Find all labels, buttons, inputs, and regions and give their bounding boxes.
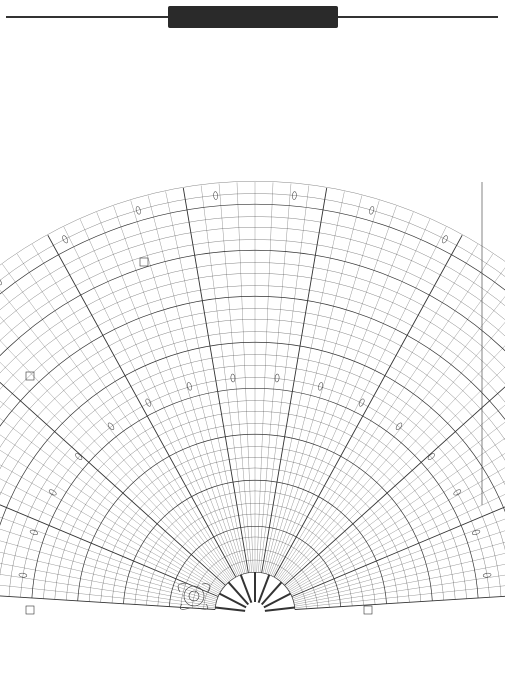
- blossom-petal: [358, 398, 365, 407]
- fan-radial: [0, 367, 222, 590]
- insert-symbol: [26, 372, 34, 380]
- fan-radial: [0, 429, 219, 595]
- blossom-petal: [441, 235, 448, 244]
- blossom-petal: [135, 206, 141, 215]
- fan-arc: [0, 342, 505, 595]
- fan-arc: [0, 217, 505, 588]
- fan-radial: [0, 479, 217, 599]
- blossom-petal: [369, 206, 375, 215]
- fan-radial: [0, 397, 220, 592]
- blossom-petal: [145, 398, 152, 407]
- fan-slat: [264, 594, 291, 608]
- fan-radial: [273, 227, 446, 576]
- fan-arc: [0, 273, 505, 591]
- fan-arc: [0, 194, 505, 586]
- fan-arc: [0, 296, 505, 592]
- dc4-symbol: [364, 606, 372, 614]
- fan-radial: [265, 196, 362, 574]
- fan-radial: [270, 212, 414, 575]
- fan-slat: [265, 608, 295, 611]
- blossom-petal: [62, 235, 69, 244]
- fan-radial: [257, 182, 273, 572]
- fan-radial: [0, 413, 220, 594]
- fan-radial: [32, 244, 234, 578]
- fan-radial: [237, 182, 253, 572]
- fan-radial: [294, 531, 505, 604]
- fan-radial: [148, 196, 245, 574]
- fan-arc: [0, 204, 505, 586]
- fan-radial: [291, 429, 505, 595]
- blossom-petal: [318, 382, 324, 391]
- fan-radial: [80, 219, 239, 575]
- fan-radial: [0, 567, 215, 608]
- blossom-petal: [453, 489, 462, 497]
- fan-radial: [0, 338, 224, 587]
- fan-slat: [215, 608, 245, 611]
- blossom-petal: [231, 374, 236, 382]
- legend-bcl: [152, 202, 244, 210]
- blossom-petal: [107, 422, 115, 431]
- blossom-petal: [48, 489, 57, 497]
- fan-radial: [280, 275, 505, 581]
- blossom-petal: [472, 529, 481, 535]
- fan-radial: [0, 382, 221, 591]
- fan-radial: [64, 227, 237, 576]
- fan-radial: [271, 219, 430, 575]
- fan-radial: [282, 299, 505, 583]
- blossom-petal: [395, 422, 403, 431]
- fan-radial: [262, 188, 327, 573]
- fan-radial: [0, 324, 225, 585]
- fan-radial: [183, 188, 248, 573]
- fan-radial: [290, 397, 505, 592]
- fan-arc: [0, 355, 505, 596]
- fan-radial: [286, 338, 505, 587]
- blossom-petal: [275, 374, 280, 382]
- fan-radial: [17, 254, 233, 579]
- fan-radial: [277, 254, 493, 579]
- fan-slat: [220, 594, 247, 608]
- blossom-petal: [186, 382, 192, 391]
- blossom-petal: [29, 529, 38, 535]
- fan-radial: [276, 244, 478, 578]
- fan-radial: [166, 191, 247, 573]
- fan-radial: [0, 445, 218, 596]
- fan-radial: [263, 191, 344, 573]
- fan-radial: [295, 567, 505, 608]
- fan-radial: [0, 287, 229, 582]
- fan-arc: [0, 181, 505, 585]
- fan-arc: [0, 227, 505, 588]
- dc2-symbol: [26, 606, 34, 614]
- fan-arc: [0, 263, 505, 590]
- bcl-symbol: [140, 258, 148, 266]
- fan-radial: [97, 212, 241, 575]
